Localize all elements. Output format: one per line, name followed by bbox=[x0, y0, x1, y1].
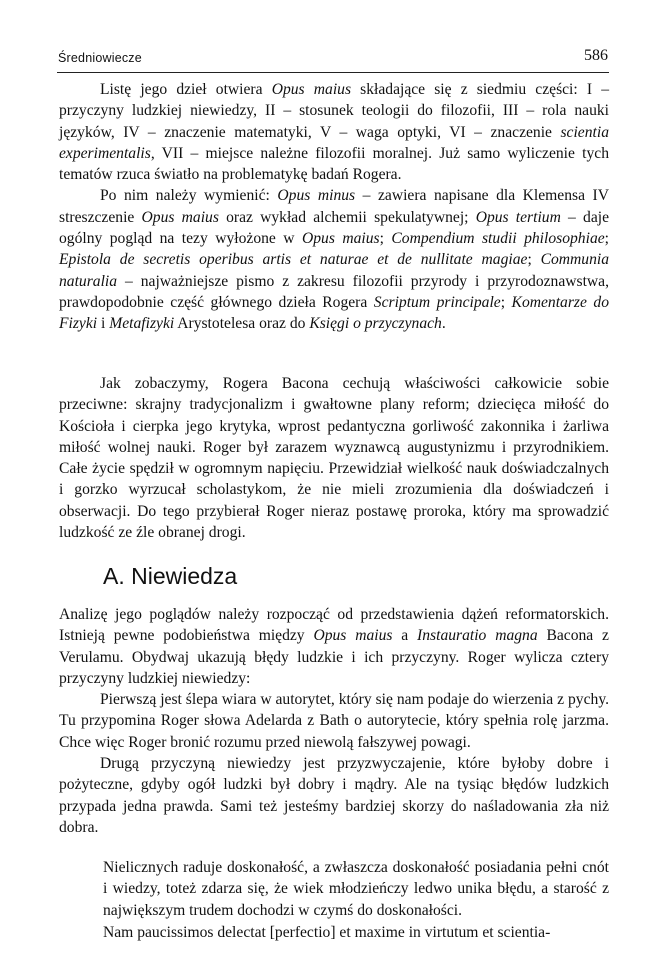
text-run: Nam paucissimos delectat [perfectio] et maxime in virtutum et scientia- bbox=[103, 924, 551, 941]
quote-paragraph bbox=[103, 857, 609, 921]
text-run: Analizę jego poglądów należy rozpocząć od przedstawienia dążeń reformatorskich. Istnieją pewne podobieństwa między bbox=[59, 606, 609, 645]
text-run: ; bbox=[604, 230, 610, 248]
italic-title-run: Opus maius bbox=[313, 627, 393, 645]
text-run: ; bbox=[527, 251, 541, 269]
text-run: oraz wykład alchemii spekulatywnej; bbox=[218, 208, 476, 226]
text-run: Listę jego dzieł otwiera bbox=[100, 81, 272, 98]
characterization-block bbox=[59, 373, 609, 543]
italic-title-run: Instauratio magna bbox=[417, 627, 538, 645]
text-run: składające się z siedmiu części: I – przyczyny ludzkiej niewiedzy, II – stosunek teologii do filozofii, III – rola nauki języków, IV – znaczenie matematyki, V – waga optyki, VI – znaczenie bbox=[59, 81, 609, 141]
text-run: Jak zobaczymy, Rogera Bacona cechują właściwości całkowicie sobie przeciwne: skrajny tradycjonalizm i gwałtowne plany reform; dziecięca miłość do Kościoła i cierpka jego krytyka, wprost pedantyczna gorliwość zakonnika i żarliwa miłość wolnej nauki. Roger był zarazem wyznawcą augustynizmu i przyrodnikiem. Całe życie spędził w ogromnym napięciu. Przewidział wielkość nauk doświadczalnych i gorzko wyrzucał scholastykom, że nie mieli zrozumienia dla doświadczeń i obserwacji. Do tego przybierał Roger nieraz postawę proroka, który ma sprowadzić ludzkość ze źle obranej drogi. bbox=[59, 375, 609, 542]
italic-title-run: Opus minus bbox=[277, 187, 356, 205]
text-run: i bbox=[97, 315, 110, 333]
page-number: 586 bbox=[584, 47, 608, 64]
text-run: – zawiera napisane dla Klemensa IV streszczenie bbox=[59, 187, 609, 226]
italic-title-run: Metafizyki bbox=[109, 315, 175, 333]
bibliography-block bbox=[59, 79, 609, 335]
paragraph bbox=[59, 185, 609, 334]
italic-title-run: Scriptum principale bbox=[373, 293, 501, 311]
block-quote-polish bbox=[103, 857, 609, 921]
quote-paragraph bbox=[103, 922, 609, 943]
text-run: , VII – miejsce należne filozofii moralnej. Już samo wyliczenie tych tematów rzuca światło na problematykę badań Rogera. bbox=[59, 144, 609, 184]
text-run: Drugą przyczyną niewiedzy jest przyzwyczajenie, które byłoby dobre i pożyteczne, gdyby ogół ludzki był dobry i mądry. Ale na tysiąc błędów ludzkich przypada jedna prawda. Sami też jesteśmy bardziej skorzy do naśladowania zła niż dobra. bbox=[59, 755, 609, 836]
paragraph bbox=[59, 604, 609, 689]
italic-title-run: Opus tertium bbox=[475, 208, 561, 226]
ignorance-block bbox=[59, 604, 609, 838]
italic-title-run: Komentarze do Fizyki bbox=[59, 293, 610, 333]
text-run: – daje ogólny pogląd na tezy wyłożone w bbox=[59, 208, 610, 248]
text-run: ; bbox=[500, 293, 512, 311]
block-quote-latin bbox=[103, 922, 609, 943]
running-header bbox=[57, 42, 609, 73]
paragraph bbox=[59, 689, 609, 753]
italic-title-run: Opus maius bbox=[271, 81, 352, 98]
italic-title-run: Opus maius bbox=[301, 230, 380, 248]
paragraph bbox=[59, 79, 609, 185]
text-run: . bbox=[441, 315, 446, 333]
running-header-title: Średniowiecze bbox=[58, 51, 142, 65]
italic-title-run: Compendium studii philosophiae bbox=[391, 230, 605, 248]
text-run: Arystotelesa oraz do bbox=[174, 315, 310, 333]
section-heading: A. Niewiedza bbox=[103, 563, 238, 589]
text-run: Po nim należy wymienić: bbox=[100, 187, 278, 205]
paragraph bbox=[59, 373, 609, 543]
text-run: – najważniejsze pismo z zakresu filozofii przyrody i przyrodoznawstwa, prawdopodobnie część głównego dzieła Rogera bbox=[59, 272, 609, 311]
text-run: a bbox=[392, 627, 418, 645]
text-run: ; bbox=[379, 230, 392, 248]
text-run: Bacona z Verulamu. Obydwaj ukazują błędy ludzkie i ich przyczyny. Roger wylicza cztery przyczyny ludzkiej niewiedzy: bbox=[59, 627, 609, 687]
italic-title-run: Księgi o przyczynach bbox=[309, 315, 442, 333]
text-run: Pierwszą jest ślepa wiara w autorytet, który się nam podaje do wierzenia z pychy. Tu przypomina Roger słowa Adelarda z Bath o autorytecie, który spełnia rolę jarzma. Chce więc Roger bronić rozumu przed niewolą fałszywej powagi. bbox=[59, 691, 609, 751]
italic-title-run: Communia naturalia bbox=[59, 251, 610, 290]
text-run: Nielicznych raduje doskonałość, a zwłaszcza doskonałość posiadania pełni cnót i wiedzy, toteż zdarza się, że wiek młodzieńczy ledwo unika błędu, a starość z największym trudem dochodzi w czymś do doskonałości. bbox=[103, 859, 609, 919]
paragraph bbox=[59, 753, 609, 838]
italic-title-run: Opus maius bbox=[141, 208, 219, 226]
italic-title-run: scientia experimentalis bbox=[59, 123, 609, 162]
italic-title-run: Epistola de secretis operibus artis et naturae et de nullitate magiae bbox=[59, 251, 528, 269]
